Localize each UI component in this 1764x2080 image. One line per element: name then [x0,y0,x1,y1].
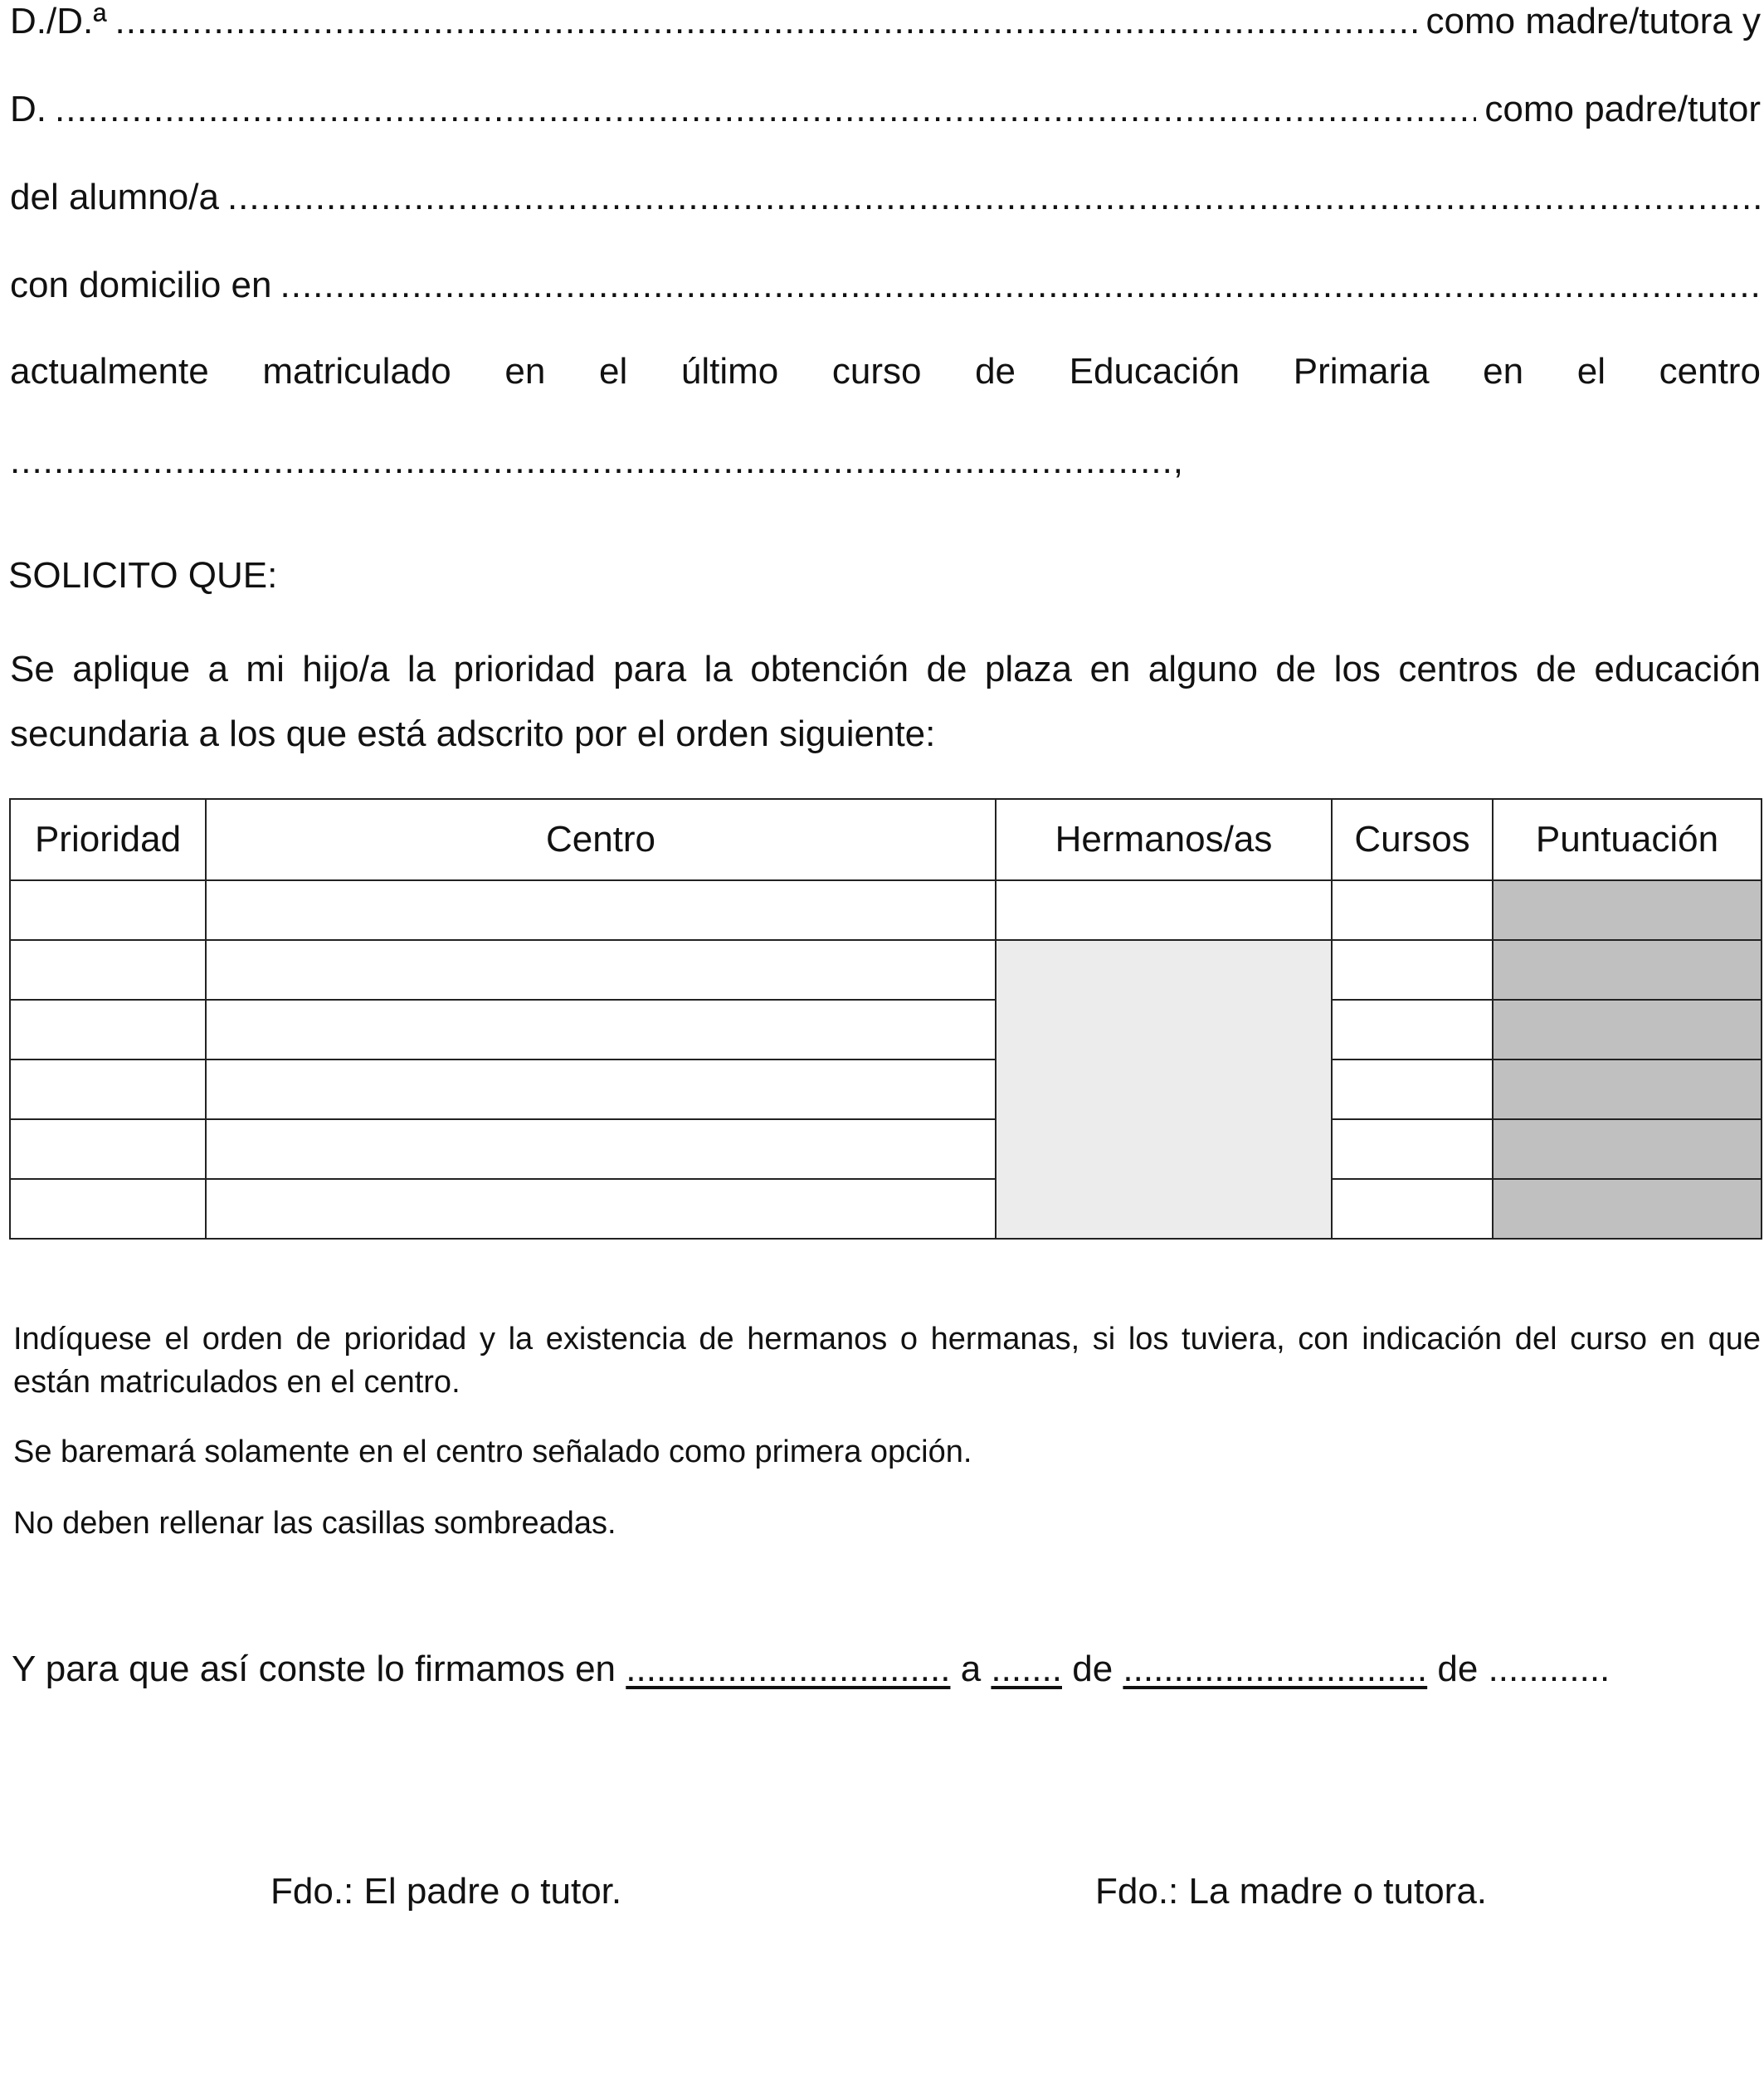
courses-cell[interactable] [1332,940,1493,1000]
address-field[interactable] [280,264,1762,307]
word: matriculado [262,351,451,392]
centre-cell[interactable] [206,940,996,1000]
priority-cell[interactable] [10,940,206,1000]
school-name-field[interactable] [10,440,1761,483]
signature-place-date [12,1648,1610,1691]
siblings-cell-shaded [996,940,1332,1239]
priority-cell[interactable] [10,880,206,940]
word: Educación [1069,351,1240,392]
courses-cell[interactable] [1332,1000,1493,1059]
guardian-father-line[interactable] [10,88,1761,131]
col-header-siblings: Hermanos/as [996,799,1332,880]
father-signature-label: Fdo.: El padre o tutor. [270,1871,622,1912]
col-header-priority: Prioridad [10,799,206,880]
siblings-cell[interactable] [996,880,1332,940]
courses-cell[interactable] [1332,1119,1493,1179]
a-word: a [960,1649,982,1689]
table-header-row [10,799,1762,880]
table-row [10,940,1762,1000]
note-shaded-cells: No deben rellenar las casillas sombreadas. [13,1506,616,1541]
student-line[interactable] [10,176,1761,219]
centre-cell[interactable] [206,1059,996,1119]
mother-suffix: como madre/tutora y [1425,1,1761,41]
table-row [10,1000,1762,1059]
place-field[interactable]: ................................ [626,1649,951,1689]
courses-cell[interactable] [1332,1179,1493,1239]
address-prefix: con domicilio en [10,265,272,305]
enrolment-statement [10,350,1761,393]
col-header-centre: Centro [206,799,996,880]
month-field[interactable]: .............................. [1123,1649,1428,1689]
school-name-dots[interactable]: .........................................................................................................., [10,441,1185,481]
centre-cell[interactable] [206,1119,996,1179]
word: en [504,351,546,392]
note-priority-order: Indíquese el orden de prioridad y la existencia de hermanos o hermanas, si los tuviera, con indicación del curso en que están matriculados en el centro. [13,1322,1761,1400]
signature-intro: Y para que así conste lo firmamos en [12,1649,616,1689]
year-field[interactable]: ............ [1488,1649,1611,1689]
address-line[interactable] [10,264,1761,307]
priority-cell[interactable] [10,1119,206,1179]
mother-prefix: D./D.ª [10,1,107,41]
table-row [10,880,1762,940]
score-cell-shaded [1493,880,1762,940]
mother-name-field[interactable] [115,0,1418,43]
score-cell-shaded [1493,1059,1762,1119]
mother-signature-label: Fdo.: La madre o tutora. [1095,1871,1488,1912]
priority-table [9,798,1762,1240]
col-header-courses: Cursos [1332,799,1493,880]
note-first-option: Se baremará solamente en el centro señalado como primera opción. [13,1435,972,1469]
day-field[interactable]: ....... [991,1649,1062,1689]
student-name-field[interactable] [227,176,1761,219]
word: centro [1659,351,1761,392]
father-prefix: D. [10,89,46,129]
centre-cell[interactable] [206,880,996,940]
centre-cell[interactable] [206,1000,996,1059]
request-heading-text: SOLICITO QUE: [8,555,278,596]
col-header-score: Puntuación [1493,799,1762,880]
de-word: de [1437,1649,1479,1689]
request-body: Se aplique a mi hijo/a la prioridad para la obtención de plaza en alguno de los centros de educación secundaria a los que está adscrito por el orden siguiente: [10,649,1761,754]
student-prefix: del alumno/a [10,177,219,217]
guardian-mother-line[interactable] [10,0,1761,43]
table-row [10,1059,1762,1119]
score-cell-shaded [1493,1000,1762,1059]
de-word: de [1072,1649,1113,1689]
courses-cell[interactable] [1332,1059,1493,1119]
word: el [598,351,628,392]
centre-cell[interactable] [206,1179,996,1239]
courses-cell[interactable] [1332,880,1493,940]
word: último [680,351,779,392]
word: en [1483,351,1524,392]
score-cell-shaded [1493,1119,1762,1179]
table-row [10,1179,1762,1239]
priority-cell[interactable] [10,1179,206,1239]
word: de [975,351,1016,392]
request-heading [8,554,1759,597]
priority-cell[interactable] [10,1059,206,1119]
table-row [10,1119,1762,1179]
word: curso [831,351,922,392]
word: el [1576,351,1606,392]
father-suffix: como padre/tutor [1484,89,1761,129]
score-cell-shaded [1493,940,1762,1000]
word: Primaria [1293,351,1430,392]
score-cell-shaded [1493,1179,1762,1239]
word: actualmente [10,351,209,392]
priority-cell[interactable] [10,1000,206,1059]
father-name-field[interactable] [55,88,1476,131]
